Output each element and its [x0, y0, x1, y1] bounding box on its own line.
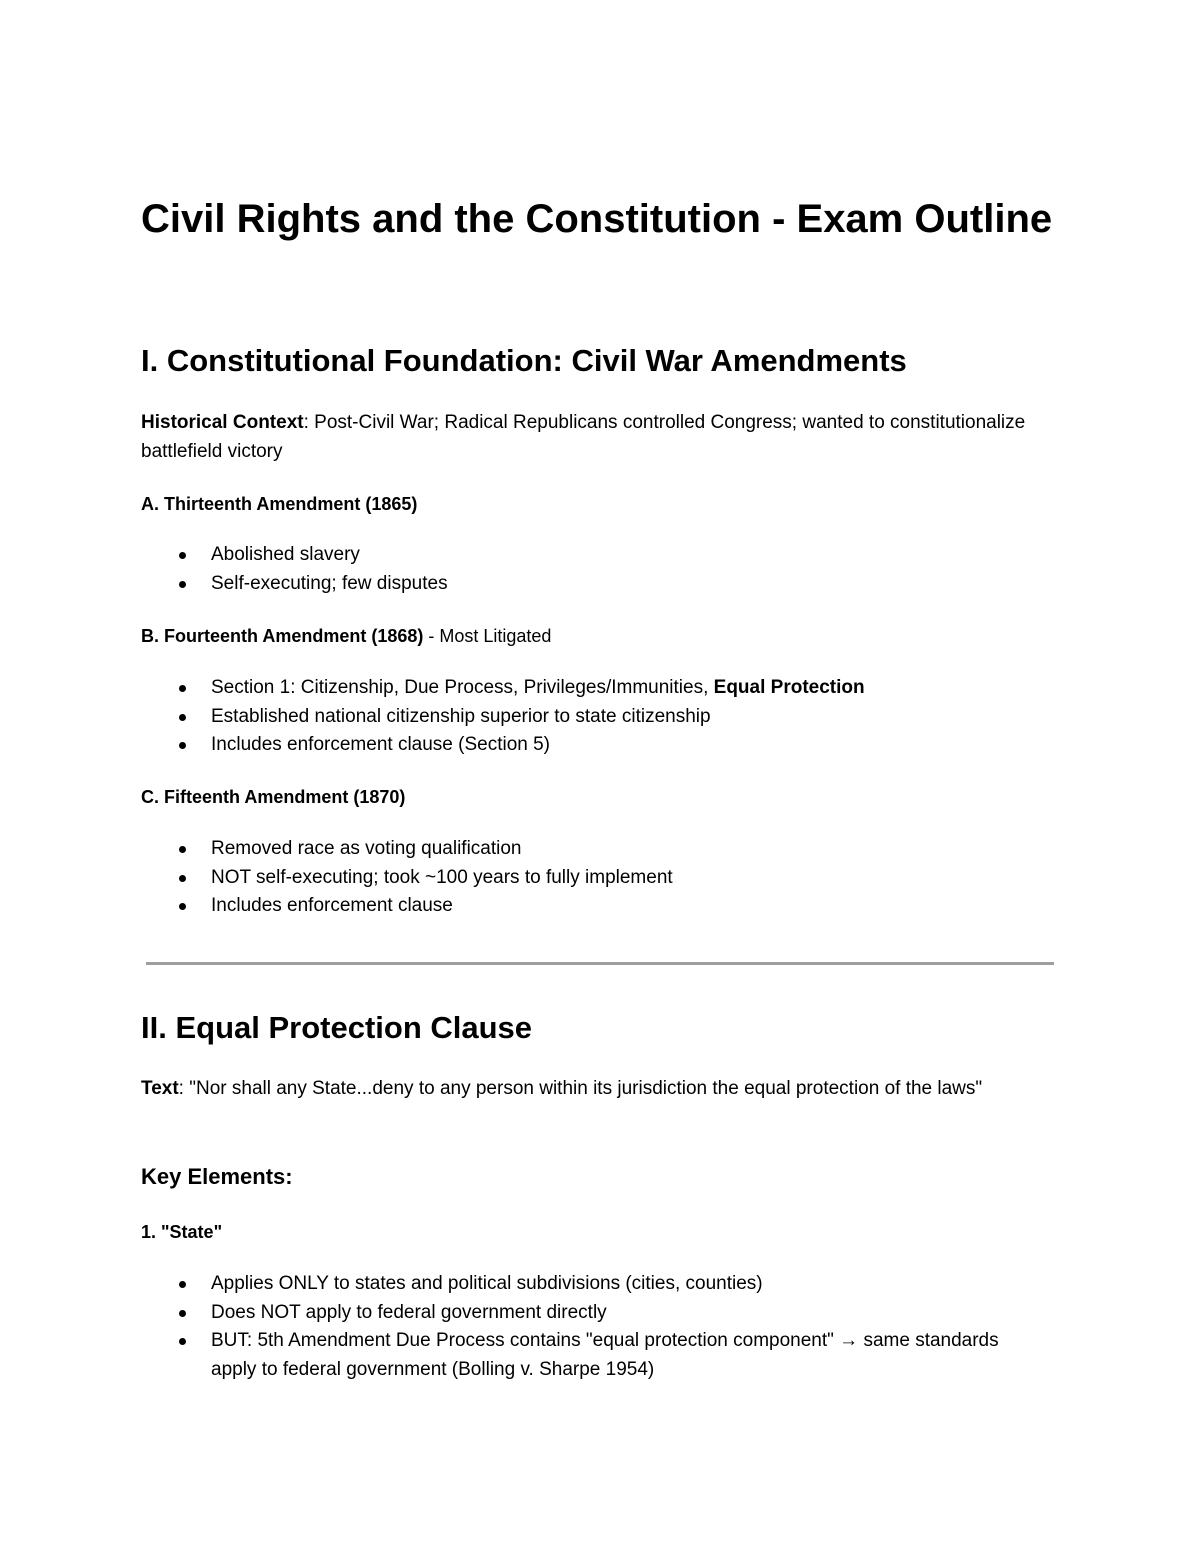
- list-item-text: Applies ONLY to states and political subdivisions (cities, counties): [211, 1273, 763, 1294]
- state-element-heading: 1. "State": [141, 1222, 223, 1242]
- list-item-text: Established national citizenship superior to state citizenship: [211, 705, 711, 727]
- bullet-icon: [179, 1338, 186, 1345]
- list-item: [141, 1270, 1021, 1299]
- document-title: Civil Rights and the Constitution - Exam Outline: [141, 197, 1053, 241]
- bullet-icon: [179, 1310, 186, 1317]
- bullet-icon: [179, 714, 186, 721]
- list-item-text: Self-executing; few disputes: [211, 572, 448, 594]
- historical-context-label: Historical Context: [141, 412, 304, 433]
- list-item-text: NOT self-executing; took ~100 years to fully implement: [211, 866, 673, 888]
- thirteenth-amendment-heading: A. Thirteenth Amendment (1865): [141, 494, 418, 514]
- equal-protection-emphasis: Equal Protection: [713, 677, 865, 698]
- list-item: [141, 835, 1021, 864]
- historical-context-separator: :: [303, 412, 309, 433]
- list-item: [141, 1299, 1021, 1328]
- list-item-text: BUT: 5th Amendment Due Process contains "equal protection component" → same standards apply to federal government (Bolling v. Sharpe 1954): [211, 1330, 999, 1380]
- fourteenth-amendment-note: - Most Litigated: [423, 626, 552, 646]
- list-item: [141, 864, 1021, 893]
- list-item: [141, 892, 1021, 921]
- list-item: [141, 731, 1021, 760]
- thirteenth-amendment-list: [141, 541, 1021, 598]
- bullet-icon: [179, 875, 186, 882]
- bullet-icon: [179, 903, 186, 910]
- list-item: [141, 570, 1021, 599]
- clause-text-body: "Nor shall any State...deny to any person within its jurisdiction the equal protection of the laws": [183, 1078, 983, 1099]
- historical-context-text: Post-Civil War; Radical Republicans controlled Congress; wanted to constitutionalize battlefield victory: [141, 412, 1026, 462]
- bullet-icon: [179, 1281, 186, 1288]
- list-item-text: Includes enforcement clause (Section 5): [211, 734, 551, 755]
- list-item-text: Removed race as voting qualification: [211, 838, 522, 859]
- list-item-text: Section 1: Citizenship, Due Process, Privileges/Immunities,: [211, 677, 714, 698]
- clause-text-separator: :: [178, 1078, 184, 1099]
- historical-context-paragraph: [141, 409, 1046, 466]
- bullet-icon: [179, 581, 186, 588]
- fifteenth-amendment-heading: C. Fifteenth Amendment (1870): [141, 787, 406, 807]
- list-item: [141, 541, 1021, 570]
- state-element-list: [141, 1270, 1021, 1384]
- fourteenth-amendment-heading: [141, 623, 551, 649]
- clause-text-label: Text: [141, 1078, 179, 1099]
- list-item: [141, 703, 1021, 732]
- list-item: [141, 674, 1021, 703]
- list-item-text: Abolished slavery: [211, 544, 360, 565]
- clause-text-paragraph: [141, 1075, 1046, 1104]
- fourteenth-amendment-title: B. Fourteenth Amendment (1868): [141, 626, 424, 646]
- bullet-icon: [179, 552, 186, 559]
- bullet-icon: [179, 846, 186, 853]
- list-item-text: Does NOT apply to federal government directly: [211, 1301, 607, 1323]
- bullet-icon: [179, 742, 186, 749]
- key-elements-heading: Key Elements:: [141, 1164, 293, 1189]
- fourteenth-amendment-list: [141, 674, 1021, 760]
- section-heading-2: II. Equal Protection Clause: [141, 1010, 533, 1045]
- list-item: [141, 1327, 1021, 1384]
- section-heading-1: I. Constitutional Foundation: Civil War Amendments: [141, 343, 907, 378]
- section-divider: [146, 962, 1054, 965]
- bullet-icon: [179, 685, 186, 692]
- list-item-text: Includes enforcement clause: [211, 895, 453, 916]
- fifteenth-amendment-list: [141, 835, 1021, 921]
